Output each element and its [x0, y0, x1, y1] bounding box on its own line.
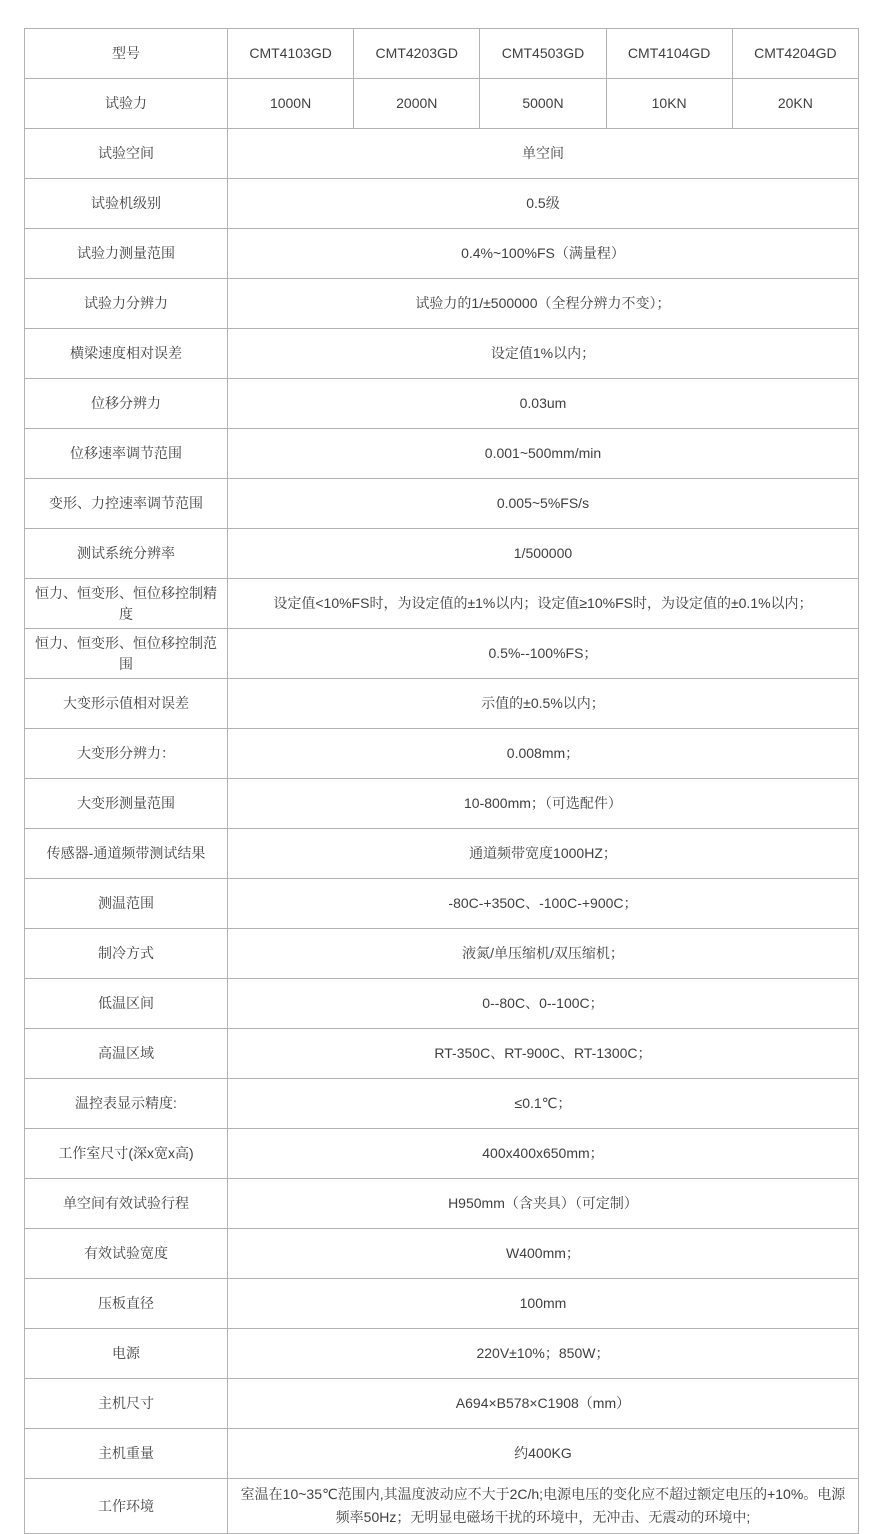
spec-label-cell: 工作室尺寸(深x宽x高) — [25, 1129, 228, 1179]
spec-value-cell: ≤0.1℃； — [228, 1079, 859, 1129]
table-row — [25, 729, 859, 779]
spec-label-cell: 制冷方式 — [25, 929, 228, 979]
spec-label-cell: 试验力 — [25, 79, 228, 129]
spec-value-cell: 400x400x650mm； — [228, 1129, 859, 1179]
spec-value-cell: 0.008mm； — [228, 729, 859, 779]
table-row — [25, 979, 859, 1029]
spec-table-body — [25, 29, 859, 1534]
spec-label-cell: 变形、力控速率调节范围 — [25, 479, 228, 529]
spec-label-cell: 大变形示值相对误差 — [25, 679, 228, 729]
spec-label-cell: 单空间有效试验行程 — [25, 1179, 228, 1229]
spec-label-cell: 高温区域 — [25, 1029, 228, 1079]
spec-value-cell: 100mm — [228, 1279, 859, 1329]
spec-label-cell: 横梁速度相对误差 — [25, 329, 228, 379]
spec-value-cell: 设定值1%以内； — [228, 329, 859, 379]
spec-label-cell: 主机尺寸 — [25, 1379, 228, 1429]
spec-value-cell: 10KN — [606, 79, 732, 129]
spec-label-cell: 恒力、恒变形、恒位移控制范围 — [25, 629, 228, 679]
spec-value-cell: 0.005~5%FS/s — [228, 479, 859, 529]
spec-value-cell: 0.5%--100%FS； — [228, 629, 859, 679]
table-row — [25, 629, 859, 679]
table-row — [25, 879, 859, 929]
spec-value-cell: 室温在10~35℃范围内,其温度波动应不大于2C/h;电源电压的变化应不超过额定电压的+10%。电源频率50Hz；无明显电磁场干扰的环境中，无冲击、无震动的环境中; — [228, 1479, 859, 1534]
spec-value-cell: 0.4%~100%FS（满量程） — [228, 229, 859, 279]
table-row — [25, 1379, 859, 1429]
spec-value-cell: 0.5级 — [228, 179, 859, 229]
spec-label-cell: 试验力分辨力 — [25, 279, 228, 329]
table-row — [25, 329, 859, 379]
spec-label-cell: 位移分辨力 — [25, 379, 228, 429]
spec-value-cell: CMT4103GD — [228, 29, 354, 79]
spec-value-cell: 1000N — [228, 79, 354, 129]
table-row — [25, 379, 859, 429]
spec-value-cell: CMT4104GD — [606, 29, 732, 79]
spec-value-cell: 液氮/单压缩机/双压缩机； — [228, 929, 859, 979]
table-row — [25, 79, 859, 129]
table-row — [25, 1479, 859, 1534]
table-row — [25, 929, 859, 979]
spec-label-cell: 测温范围 — [25, 879, 228, 929]
spec-value-cell: 通道频带宽度1000HZ； — [228, 829, 859, 879]
spec-label-cell: 大变形分辨力： — [25, 729, 228, 779]
spec-label-cell: 低温区间 — [25, 979, 228, 1029]
spec-value-cell: CMT4203GD — [354, 29, 480, 79]
table-row — [25, 1029, 859, 1079]
table-row — [25, 779, 859, 829]
table-row — [25, 429, 859, 479]
spec-value-cell: 0.001~500mm/min — [228, 429, 859, 479]
spec-label-cell: 测试系统分辨率 — [25, 529, 228, 579]
spec-value-cell: 试验力的1/±500000（全程分辨力不变）； — [228, 279, 859, 329]
spec-value-cell: H950mm（含夹具）（可定制） — [228, 1179, 859, 1229]
spec-value-cell: 约400KG — [228, 1429, 859, 1479]
spec-value-cell: 示值的±0.5%以内； — [228, 679, 859, 729]
spec-value-cell: -80C-+350C、-100C-+900C； — [228, 879, 859, 929]
spec-value-cell: 单空间 — [228, 129, 859, 179]
table-row — [25, 479, 859, 529]
spec-label-cell: 恒力、恒变形、恒位移控制精度 — [25, 579, 228, 629]
spec-value-cell: 2000N — [354, 79, 480, 129]
spec-value-cell: CMT4204GD — [732, 29, 858, 79]
spec-label-cell: 工作环境 — [25, 1479, 228, 1534]
spec-value-cell: 0--80C、0--100C； — [228, 979, 859, 1029]
table-row — [25, 1329, 859, 1379]
table-row — [25, 29, 859, 79]
spec-label-cell: 温控表显示精度: — [25, 1079, 228, 1129]
table-row — [25, 1429, 859, 1479]
spec-label-cell: 位移速率调节范围 — [25, 429, 228, 479]
table-row — [25, 1129, 859, 1179]
table-row — [25, 1079, 859, 1129]
spec-label-cell: 传感器-通道频带测试结果 — [25, 829, 228, 879]
spec-value-cell: 10-800mm；（可选配件） — [228, 779, 859, 829]
spec-label-cell: 试验力测量范围 — [25, 229, 228, 279]
spec-value-cell: 1/500000 — [228, 529, 859, 579]
table-row — [25, 1229, 859, 1279]
spec-value-cell: 设定值<10%FS时，为设定值的±1%以内；设定值≥10%FS时，为设定值的±0.1%以内； — [228, 579, 859, 629]
table-row — [25, 1179, 859, 1229]
spec-table — [24, 28, 859, 1534]
table-row — [25, 679, 859, 729]
spec-value-cell: RT-350C、RT-900C、RT-1300C； — [228, 1029, 859, 1079]
table-row — [25, 229, 859, 279]
spec-value-cell: 220V±10%；850W； — [228, 1329, 859, 1379]
spec-value-cell: W400mm； — [228, 1229, 859, 1279]
spec-label-cell: 试验空间 — [25, 129, 228, 179]
table-row — [25, 179, 859, 229]
spec-label-cell: 型号 — [25, 29, 228, 79]
table-row — [25, 129, 859, 179]
spec-label-cell: 试验机级别 — [25, 179, 228, 229]
spec-value-cell: 0.03um — [228, 379, 859, 429]
spec-value-cell: 5000N — [480, 79, 606, 129]
spec-value-cell: A694×B578×C1908（mm） — [228, 1379, 859, 1429]
table-row — [25, 279, 859, 329]
table-row — [25, 579, 859, 629]
table-row — [25, 1279, 859, 1329]
spec-label-cell: 大变形测量范围 — [25, 779, 228, 829]
spec-label-cell: 压板直径 — [25, 1279, 228, 1329]
spec-label-cell: 有效试验宽度 — [25, 1229, 228, 1279]
spec-value-cell: CMT4503GD — [480, 29, 606, 79]
table-row — [25, 529, 859, 579]
spec-label-cell: 主机重量 — [25, 1429, 228, 1479]
table-row — [25, 829, 859, 879]
spec-value-cell: 20KN — [732, 79, 858, 129]
spec-label-cell: 电源 — [25, 1329, 228, 1379]
